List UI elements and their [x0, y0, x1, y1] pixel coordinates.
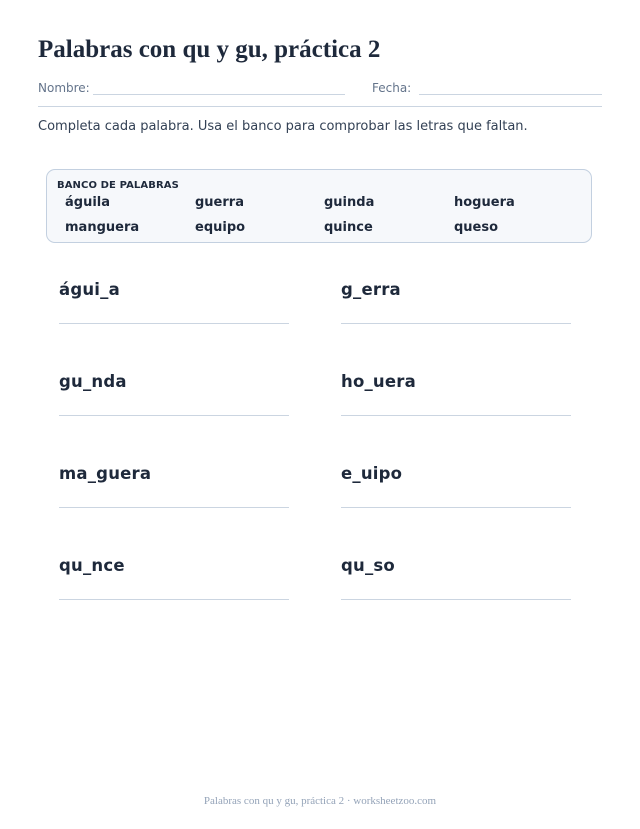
word-bank-item: águila: [65, 195, 111, 210]
word-bank-item: equipo: [195, 220, 246, 235]
exercise-item: [341, 279, 571, 339]
exercise-prompt: águi_a: [59, 280, 120, 299]
answer-line[interactable]: [59, 507, 289, 508]
exercise-prompt: e_uipo: [341, 464, 403, 483]
word-bank-item: hoguera: [454, 195, 515, 210]
answer-line[interactable]: [59, 415, 289, 416]
word-bank-item: queso: [454, 220, 499, 235]
word-bank-item: guinda: [324, 195, 375, 210]
exercise-item: [341, 463, 571, 523]
exercise-prompt: qu_so: [341, 556, 395, 575]
answer-line[interactable]: [341, 415, 571, 416]
exercise-item: [59, 371, 289, 431]
word-bank-item: manguera: [65, 220, 140, 235]
instructions-text: Completa cada palabra. Usa el banco para comprobar las letras que faltan.: [38, 119, 528, 134]
page-footer: Palabras con qu y gu, práctica 2 · worksheetzoo.com: [203, 795, 437, 807]
word-bank-item: quince: [324, 220, 373, 235]
page-title: Palabras con qu y gu, práctica 2: [38, 36, 381, 63]
answer-line[interactable]: [341, 599, 571, 600]
word-bank-item: guerra: [195, 195, 244, 210]
exercise-item: [341, 555, 571, 615]
exercise-item: [59, 555, 289, 615]
answer-line[interactable]: [341, 323, 571, 324]
date-label: Fecha:: [372, 81, 412, 95]
exercise-prompt: gu_nda: [59, 372, 127, 391]
word-bank-heading: BANCO DE PALABRAS: [57, 180, 179, 191]
word-bank: [46, 169, 592, 243]
answer-line[interactable]: [59, 323, 289, 324]
exercise-prompt: g_erra: [341, 280, 401, 299]
exercise-prompt: ho_uera: [341, 372, 416, 391]
student-info-row: [38, 80, 602, 96]
exercise-item: [59, 463, 289, 523]
header-divider: [38, 106, 602, 107]
answer-line[interactable]: [341, 507, 571, 508]
name-field-line[interactable]: [93, 94, 345, 95]
answer-line[interactable]: [59, 599, 289, 600]
name-label: Nombre:: [38, 81, 90, 95]
exercise-item: [341, 371, 571, 431]
exercise-prompt: ma_guera: [59, 464, 152, 483]
exercise-prompt: qu_nce: [59, 556, 125, 575]
date-field-line[interactable]: [419, 94, 602, 95]
exercise-item: [59, 279, 289, 339]
